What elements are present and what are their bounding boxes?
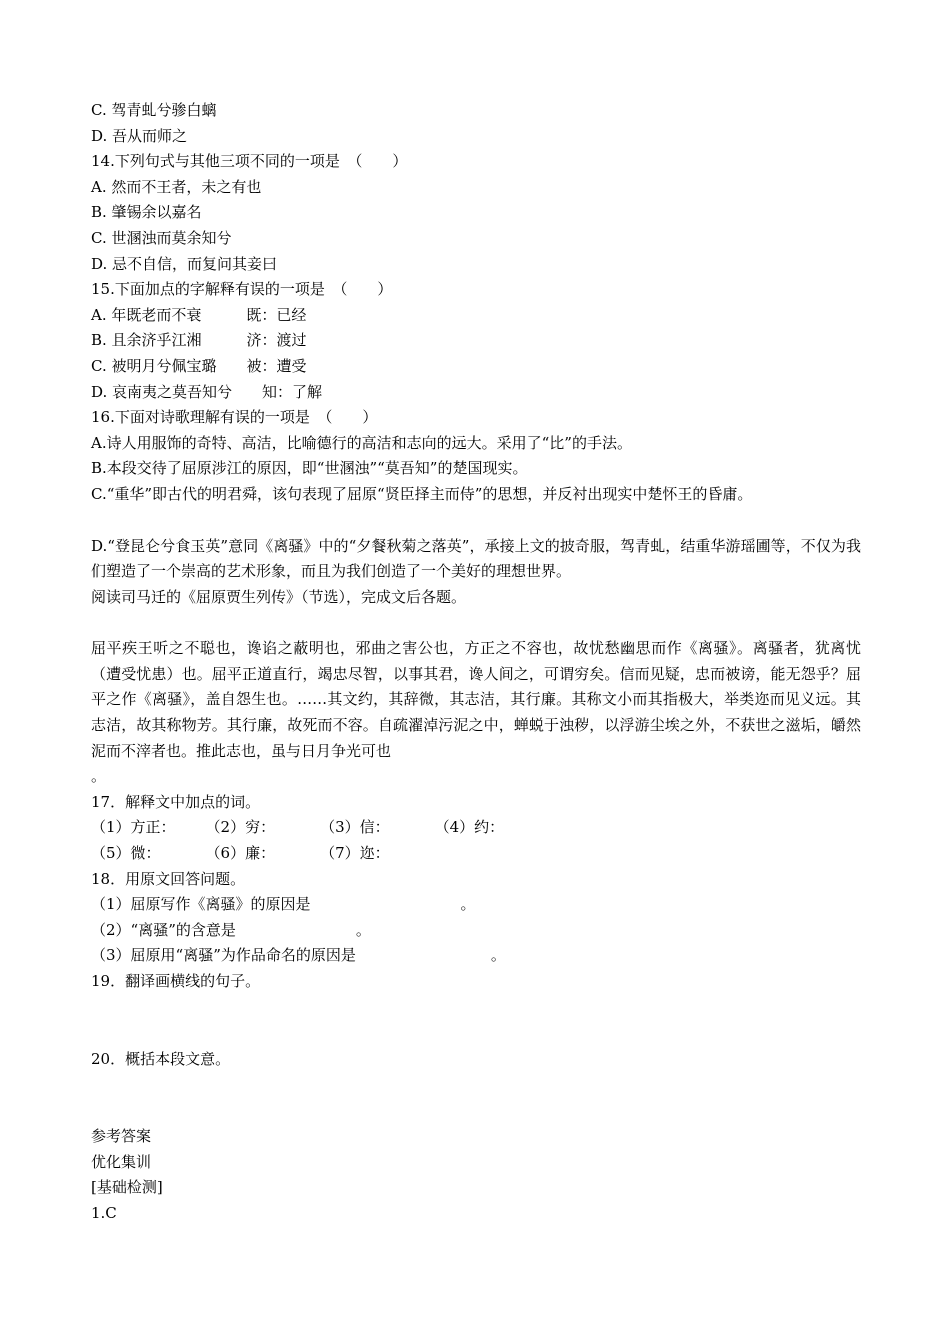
option-line: C. 被明月兮佩宝璐 被：遭受 [91,356,307,375]
spacer [91,610,861,636]
option-line: A. 然而不王者，未之有也 [91,177,262,196]
spacer [91,995,861,1047]
question-15: 15.下面加点的字解释有误的一项是 （ ） [91,280,393,299]
question-17: 17．解释文中加点的词。 [91,792,261,811]
option-line: D. 哀南夷之莫吾知兮 知：了解 [91,382,323,401]
option-line: D. 吾从而师之 [91,126,188,145]
option-line: A.诗人用服饰的奇特、高洁，比喻德行的高洁和志向的远大。采用了“比”的手法。 [91,433,632,452]
question-18-item: （3）屈原用“离骚”为作品命名的原因是 。 [91,946,506,965]
reading-passage-end: 。 [91,767,107,786]
question-options-block [91,98,861,508]
option-line: B. 肇锡余以嘉名 [91,203,202,222]
answers-subheading: 优化集训 [91,1152,152,1171]
option-line: B.本段交待了屈原涉江的原因，即“世溷浊”“莫吾知”的楚国现实。 [91,459,528,478]
answers-heading: 参考答案 [91,1127,152,1146]
option-line: C. 驾青虬兮骖白螭 [91,101,217,119]
question-17-items: （1）方正： （2）穷： （3）信： （4）约： [91,818,505,837]
answers-section: [基础检测] [91,1178,163,1197]
option-line: A. 年既老而不衰 既：已经 [91,305,307,324]
option-line: B. 且余济乎江湘 济：渡过 [91,331,307,350]
question-18: 18．用原文回答问题。 [91,869,246,888]
answer-item: 1.C [91,1203,117,1222]
question-17-items: （5）微： （6）廉： （7）迩： [91,844,390,863]
question-16: 16.下面对诗歌理解有误的一项是 （ ） [91,408,378,427]
option-line: C. 世溷浊而莫余知兮 [91,228,232,247]
question-18-item: （1）屈原写作《离骚》的原因是 。 [91,895,476,914]
question-18-item: （2）“离骚”的含意是 。 [91,920,371,939]
question-19: 19．翻译画横线的句子。 [91,972,261,990]
reading-intro: 阅读司马迁的《屈原贾生列传》（节选），完成文后各题。 [91,587,467,606]
answers-block [91,1124,861,1226]
reading-passage: 屈平疾王听之不聪也，谗谄之蔽明也，邪曲之害公也，方正之不容也，故忧愁幽思而作《离骚》。离骚者，犹离忧（遭受忧患）也。屈平正道直行，竭忠尽智，以事其君，谗人间之，可谓穷矣。信而见疑，忠而被谤，能无怨乎？屈平之作《离骚》，盖自怨生也。……其文约，其辞微，其志洁，其行廉。其称文小而其指极大，举类迩而见义远。其志洁，故其称物芳。其行廉，故死而不容。自疏濯淖污泥之中，蝉蜕于浊秽，以浮游尘埃之外，不获世之滋垢，皭然泥而不滓者也。推此志也，虽与日月争光可也 [91,639,861,760]
questions-block [91,790,861,995]
question-14: 14.下列句式与其他三项不同的一项是 （ ） [91,152,408,171]
option-line: C.“重华”即古代的明君舜，该句表现了屈原“贤臣择主而侍”的思想，并反衬出现实中楚怀王的昏庸。 [91,484,753,503]
question-16-option-d: D.“登昆仑兮食玉英”意同《离骚》中的“夕餐秋菊之落英”，承接上文的披奇服，驾青虬，结重华游瑶圃等，不仅为我们塑造了一个崇高的艺术形象，而且为我们创造了一个美好的理想世界。 [91,536,861,581]
question-20: 20．概括本段文意。 [91,1049,231,1068]
spacer [91,508,861,534]
document-page [91,98,861,1227]
option-line: D. 忌不自信，而复问其妾曰 [91,254,278,273]
spacer [91,1072,861,1124]
